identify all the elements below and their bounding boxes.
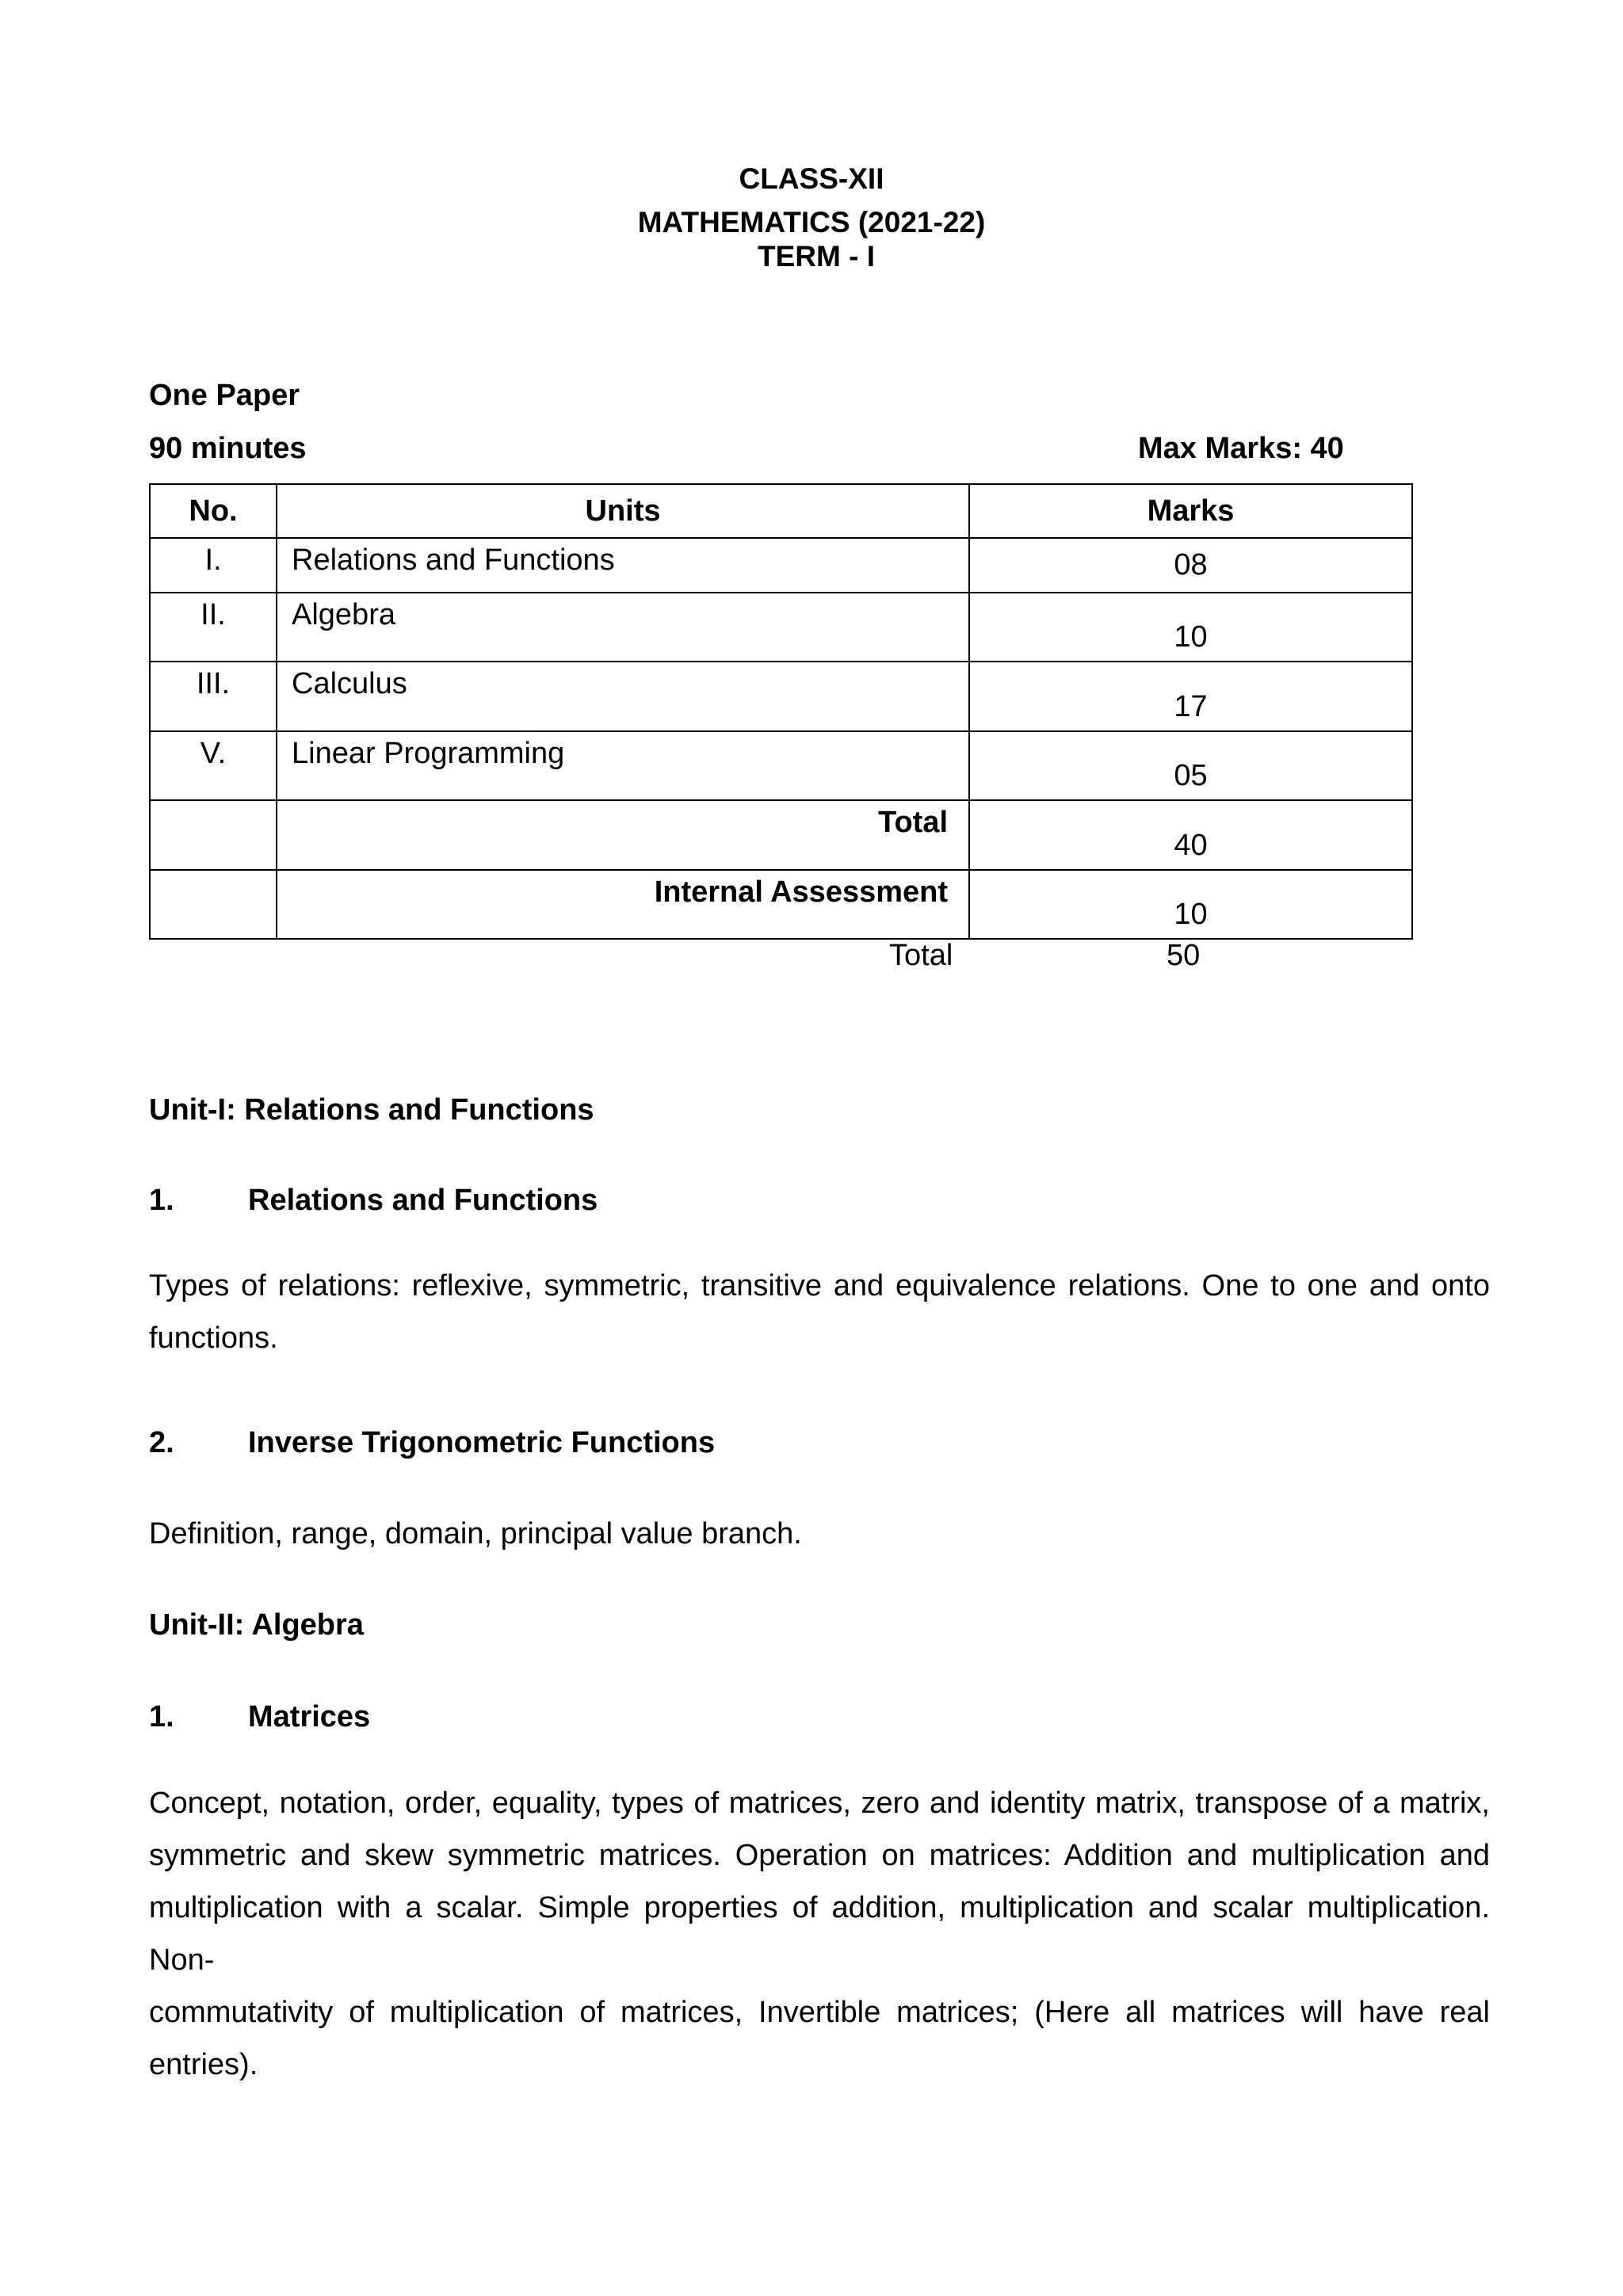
table-header-row xyxy=(150,484,1412,538)
unit2-s1-title: Matrices xyxy=(248,1700,371,1733)
max-marks-label: Max Marks: 40 xyxy=(1138,432,1344,465)
text-line: multiplication with a scalar. Simple properties of addition, multiplication and scalar multiplication. Non- xyxy=(149,1891,1490,1977)
unit1-title: Unit-I: Relations and Functions xyxy=(149,1093,594,1127)
table-row xyxy=(150,538,1412,593)
grand-total-label: Total xyxy=(889,939,953,972)
unit1-s1-num: 1. xyxy=(149,1184,174,1217)
text-line: Types of relations: reflexive, symmetric, transitive and equivalence relations. One to one and onto xyxy=(149,1269,1490,1302)
unit1-s2-title: Inverse Trigonometric Functions xyxy=(248,1426,716,1459)
table-row xyxy=(150,662,1412,731)
text-line: entries). xyxy=(149,2048,258,2081)
row-no xyxy=(150,870,277,939)
unit1-s2-text: Definition, range, domain, principal value branch. xyxy=(149,1517,802,1550)
row-marks: 08 xyxy=(969,538,1412,593)
paper-label: One Paper xyxy=(149,379,300,412)
header-no: No. xyxy=(150,484,277,538)
duration-label: 90 minutes xyxy=(149,432,307,465)
text-line: Concept, notation, order, equality, types of matrices, zero and identity matrix, transpose of a matrix, xyxy=(149,1787,1490,1820)
row-marks: 05 xyxy=(969,731,1412,800)
class-heading: CLASS-XII xyxy=(739,162,884,195)
text-line: symmetric and skew symmetric matrices. Operation on matrices: Addition and multiplication and xyxy=(149,1839,1490,1872)
row-unit: Calculus xyxy=(277,662,969,731)
row-marks: 10 xyxy=(969,870,1412,939)
unit1-s1-title: Relations and Functions xyxy=(248,1184,598,1217)
unit1-s2-num: 2. xyxy=(149,1426,174,1459)
table-row xyxy=(150,870,1412,939)
header-marks: Marks xyxy=(969,484,1412,538)
grand-total-value: 50 xyxy=(1167,939,1201,972)
row-no: II. xyxy=(150,593,277,662)
row-unit: Algebra xyxy=(277,593,969,662)
text-line: commutativity of multiplication of matrices, Invertible matrices; (Here all matrices will have real xyxy=(149,1996,1490,2029)
marks-table xyxy=(149,483,1413,940)
row-unit: Internal Assessment xyxy=(277,870,969,939)
unit2-s1-text xyxy=(149,1777,1490,2091)
unit1-s1-text xyxy=(149,1260,1490,1364)
row-no: III. xyxy=(150,662,277,731)
row-marks: 10 xyxy=(969,593,1412,662)
unit2-title: Unit-II: Algebra xyxy=(149,1608,364,1642)
header-units: Units xyxy=(277,484,969,538)
row-no: V. xyxy=(150,731,277,800)
table-row xyxy=(150,593,1412,662)
row-no: I. xyxy=(150,538,277,593)
table-row xyxy=(150,800,1412,870)
table-row xyxy=(150,731,1412,800)
unit2-s1-num: 1. xyxy=(149,1700,174,1733)
row-unit: Total xyxy=(277,800,969,870)
row-marks: 17 xyxy=(969,662,1412,731)
row-unit: Relations and Functions xyxy=(277,538,969,593)
row-unit: Linear Programming xyxy=(277,731,969,800)
term-heading: TERM - I xyxy=(758,240,875,273)
subject-heading: MATHEMATICS (2021-22) xyxy=(637,206,986,238)
row-marks: 40 xyxy=(969,800,1412,870)
row-no xyxy=(150,800,277,870)
text-line: functions. xyxy=(149,1322,278,1355)
